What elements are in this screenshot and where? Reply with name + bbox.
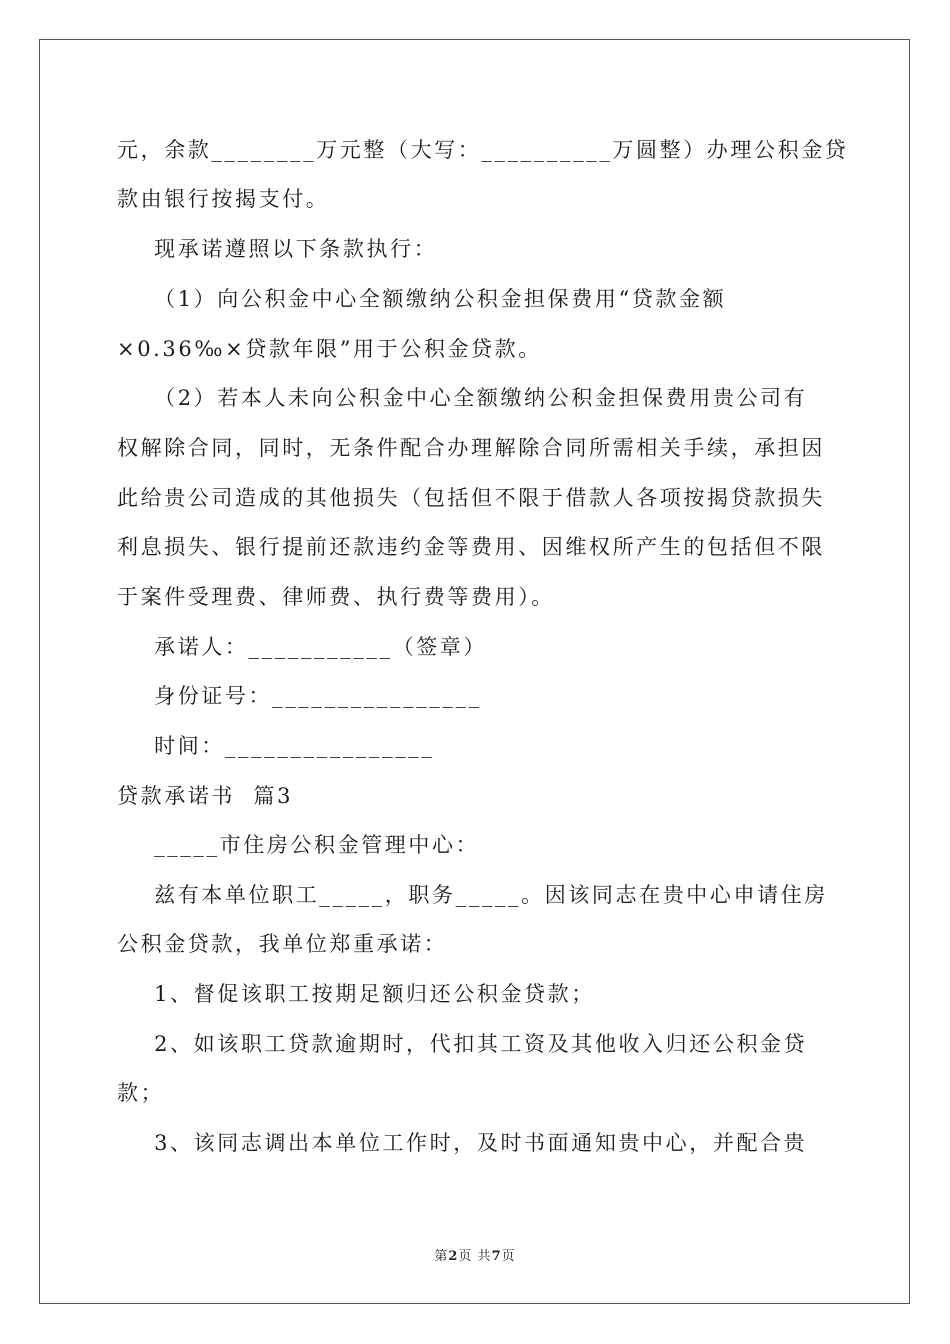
text-line: 公积金贷款，我单位郑重承诺： [117,932,448,956]
page-footer [0,1245,950,1264]
id-number-line: 身份证号：________________ [117,684,482,708]
date-line: 时间：________________ [117,734,435,758]
addressee-line: _____市住房公积金管理中心： [117,833,480,857]
section-heading: 贷款承诺书 篇3 [117,784,294,808]
text-line: （1）向公积金中心全额缴纳公积金担保费用“贷款金额 [117,287,727,311]
footer-prefix: 第 [434,1249,449,1264]
text-line: 利息损失、银行提前还款违约金等费用、因维权所产生的包括但不限 [117,535,825,559]
footer-suffix: 页 [501,1249,516,1264]
text-line: 款由银行按揭支付。 [117,187,330,211]
text-line: 于案件受理费、律师费、执行费等费用）。 [117,585,555,609]
text-line: 款； [117,1081,165,1105]
text-line: 2、如该职工贷款逾期时，代扣其工资及其他收入归还公积金贷 [117,1032,808,1056]
page-border [39,39,910,1304]
text-line: 元，余款________万元整（大写：__________万圆整）办理公积金贷 [117,138,849,162]
text-line: 现承诺遵照以下条款执行： [117,237,438,261]
text-line: ×0.36‰×贷款年限”用于公积金贷款。 [117,337,542,361]
text-line: 此给贵公司造成的其他损失（包括但不限于借款人各项按揭贷款损失 [117,486,825,510]
text-line: 3、该同志调出本单位工作时，及时书面通知贵中心，并配合贵 [117,1131,808,1155]
current-page-number: 2 [448,1249,459,1264]
footer-middle: 页 共 [458,1249,492,1264]
text-line: 兹有本单位职工_____，职务_____。因该同志在贵中心申请住房 [117,883,828,907]
text-line: 权解除合同，同时，无条件配合办理解除合同所需相关手续，承担因 [117,436,825,460]
text-line: 1、督促该职工按期足额归还公积金贷款； [117,982,595,1006]
total-page-count: 7 [491,1249,502,1264]
text-line: （2）若本人未向公积金中心全额缴纳公积金担保费用贵公司有 [117,386,808,410]
signatory-line: 承诺人：___________（签章） [117,635,488,659]
